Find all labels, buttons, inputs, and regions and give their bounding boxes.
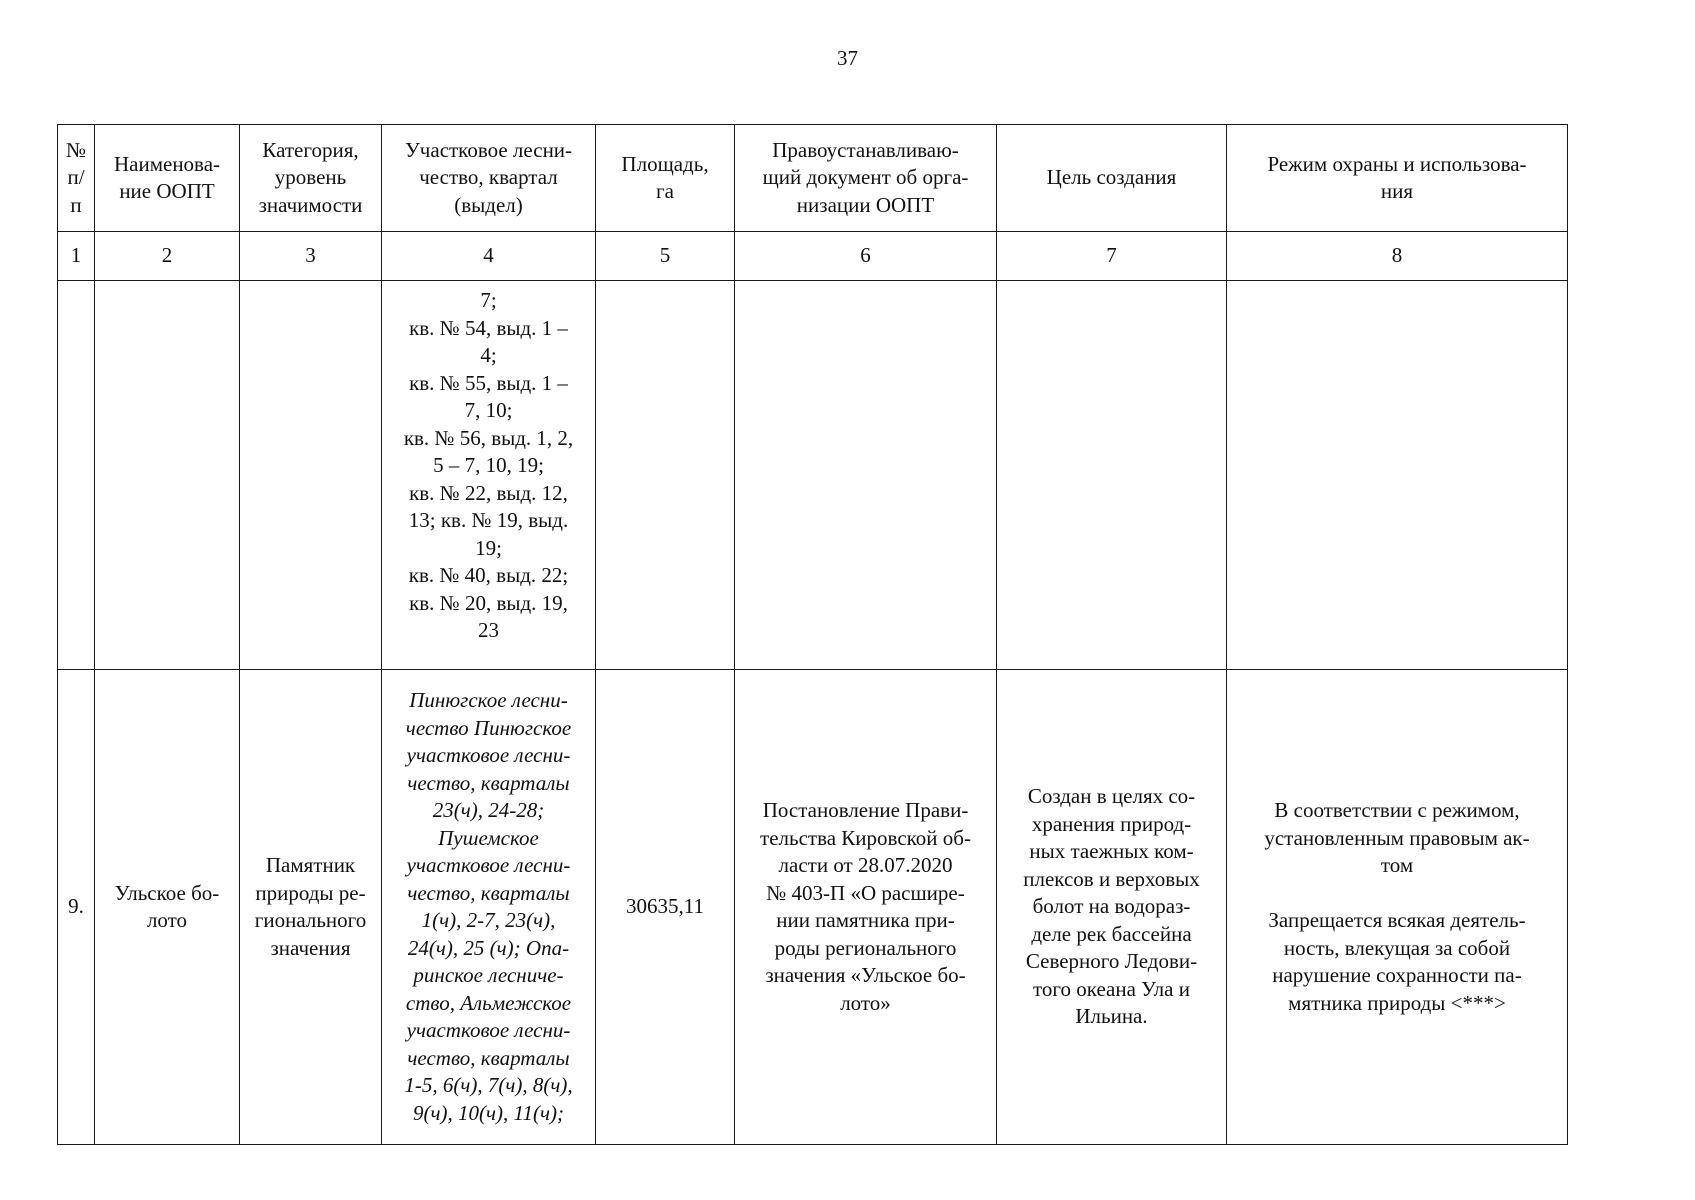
table-row-continuation (58, 281, 1568, 670)
header-document: Правоустанавливаю- щий документ об орга- низации ООПТ (735, 125, 997, 232)
cell-category: Памятник природы ре- гионального значения (240, 670, 382, 1145)
header-area: Площадь, га (596, 125, 735, 232)
table-row-entry-9 (58, 670, 1568, 1145)
cell-forestry: Пинюгское лесни- чество Пинюгское участковое лесни- чество, кварталы 23(ч), 24-28; Пушемское участковое лесни- чество, кварталы 1(ч), 2-7, 23(ч), 24(ч), 25 (ч); Опа- ринское лесниче- ство, Альмежское участковое лесни- чество, кварталы 1-5, 6(ч), 7(ч), 8(ч), 9(ч), 10(ч), 11(ч); (382, 670, 596, 1145)
cell-number: 9. (58, 670, 95, 1145)
oopt-table (57, 124, 1568, 1145)
cell-area: 30635,11 (596, 670, 735, 1145)
cell-regime: В соответствии с режимом, установленным правовым ак- том Запрещается всякая деятель- ность, влекущая за собой нарушение сохранности па- мятника природы <***> (1227, 670, 1568, 1145)
header-category: Категория, уровень значимости (240, 125, 382, 232)
cell-purpose: Создан в целях со- хранения природ- ных таежных ком- плексов и верховых болот на водораз- деле рек бассейна Северного Ледови- того океана Ула и Ильина. (997, 670, 1227, 1145)
cell-empty (735, 281, 997, 670)
column-number: 3 (240, 232, 382, 281)
cell-empty (596, 281, 735, 670)
cell-empty (997, 281, 1227, 670)
page-number: 37 (837, 46, 858, 70)
column-number: 6 (735, 232, 997, 281)
header-forestry: Участковое лесни- чество, квартал (выдел) (382, 125, 596, 232)
cell-empty (240, 281, 382, 670)
cell-forestry-continuation: 7; кв. № 54, выд. 1 – 4; кв. № 55, выд. 1 – 7, 10; кв. № 56, выд. 1, 2, 5 – 7, 10, 19; кв. № 22, выд. 12, 13; кв. № 19, выд. 19; кв. № 40, выд. 22; кв. № 20, выд. 19, 23 (382, 281, 596, 670)
cell-document: Постановление Прави- тельства Кировской об- ласти от 28.07.2020 № 403-П «О расшире- нии памятника при- роды регионального значения «Ульское бо- лото» (735, 670, 997, 1145)
cell-name: Ульское бо- лото (95, 670, 240, 1145)
header-name: Наименова- ние ООПТ (95, 125, 240, 232)
paragraph-gap (1232, 880, 1562, 908)
column-number: 7 (997, 232, 1227, 281)
cell-empty (58, 281, 95, 670)
column-number: 5 (596, 232, 735, 281)
column-numbers-row (58, 232, 1568, 281)
column-number: 8 (1227, 232, 1568, 281)
header-number: № п/ п (58, 125, 95, 232)
header-regime: Режим охраны и использова- ния (1227, 125, 1568, 232)
column-number: 2 (95, 232, 240, 281)
cell-empty (1227, 281, 1568, 670)
column-number: 4 (382, 232, 596, 281)
column-number: 1 (58, 232, 95, 281)
header-purpose: Цель создания (997, 125, 1227, 232)
cell-empty (95, 281, 240, 670)
header-row (58, 125, 1568, 232)
